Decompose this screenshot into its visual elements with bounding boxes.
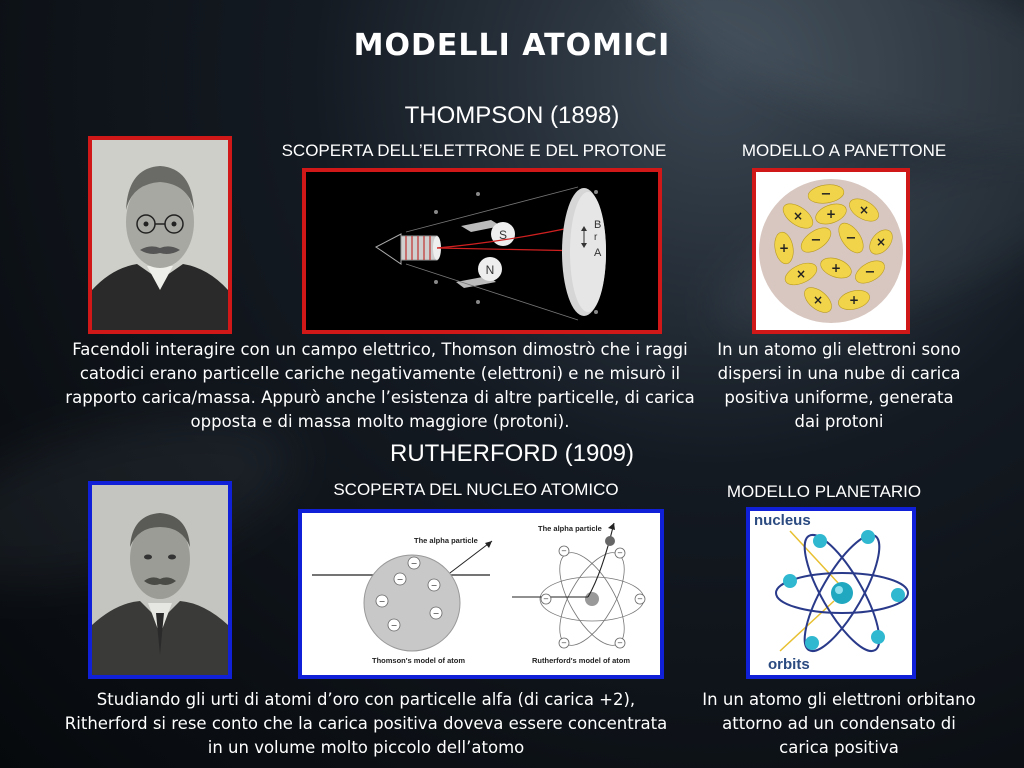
alpha-label-left: The alpha particle: [414, 536, 478, 545]
rutherford-model-caption: MODELLO PLANETARIO: [726, 482, 922, 501]
electron-symbol: −: [617, 639, 623, 647]
electron-symbol: −: [543, 595, 549, 603]
thomson-model-description: In un atomo gli elettroni sono dispersi in una nube di carica positiva uniforme, generata dai protoni: [717, 340, 961, 431]
rutherford-description: Studiando gli urti di atomi d’oro con particelle alfa (di carica +2), Ritherford si rese conto che la carica positiva doveva essere concentrata in un volume molto piccolo dell’atomo: [64, 690, 668, 757]
thomson-portrait-image: [92, 140, 228, 330]
screen-a-label: A: [594, 247, 602, 259]
thomson-portrait: [88, 136, 232, 334]
thomson-description: Facendoli interagire con un campo elettrico, Thomson dimostrò che i raggi catodici erano particelle cariche negativamente (elettroni) e ne misurò il rapporto carica/massa. Appurò anche l’esistenza di altre particelle, di carica opposta e di massa molto maggiore (protoni).: [65, 340, 695, 431]
electron-symbol: −: [637, 595, 643, 603]
magnet-s-label: S: [498, 228, 508, 242]
thomson-model-caption: MODELLO A PANETTONE: [741, 141, 947, 160]
electron-symbol: −: [390, 621, 398, 630]
electron-symbol: −: [378, 597, 386, 606]
electron-symbol: −: [432, 609, 440, 618]
nucleus-label: nucleus: [754, 512, 811, 529]
magnet-n-label: N: [485, 263, 495, 277]
alpha-label-right: The alpha particle: [538, 524, 602, 533]
thomson-atom-caption: Thomson's model of atom: [372, 656, 466, 665]
screen-b-label: B: [594, 219, 602, 231]
svg-text:−: −: [810, 233, 822, 248]
svg-text:×: ×: [792, 209, 804, 223]
slide-title: MODELLI ATOMICI: [353, 28, 671, 63]
svg-text:+: +: [825, 207, 837, 221]
electron-symbol: −: [410, 559, 418, 568]
rutherford-atom-caption: Rutherford's model of atom: [532, 656, 631, 665]
svg-text:×: ×: [858, 203, 870, 217]
gold-foil-diagram: [298, 509, 664, 679]
screen-r-label: r: [594, 232, 598, 243]
thomson-heading: THOMPSON (1898): [404, 102, 620, 129]
rutherford-discovery-caption: SCOPERTA DEL NUCLEO ATOMICO: [333, 480, 619, 499]
cathode-ray-tube-diagram: [302, 168, 662, 334]
svg-text:−: −: [845, 231, 857, 246]
rutherford-model-description: In un atomo gli elettroni orbitano attorno ad un condensato di carica positiva: [702, 690, 976, 757]
svg-text:×: ×: [795, 267, 807, 281]
svg-text:×: ×: [812, 293, 824, 307]
thomson-discovery-caption: SCOPERTA DELL’ELETTRONE E DEL PROTONE: [281, 141, 667, 160]
rutherford-portrait: [88, 481, 232, 679]
electron-symbol: −: [561, 639, 567, 647]
svg-text:×: ×: [875, 235, 887, 249]
svg-text:+: +: [848, 293, 860, 307]
svg-text:+: +: [830, 261, 842, 275]
electron-symbol: −: [561, 547, 567, 555]
svg-text:+: +: [778, 241, 790, 255]
rutherford-portrait-image: [92, 485, 228, 675]
plum-pudding-model: [752, 168, 910, 334]
electron-symbol: −: [396, 575, 404, 584]
orbits-label: orbits: [768, 656, 810, 673]
electron-symbol: −: [430, 581, 438, 590]
svg-text:−: −: [864, 265, 876, 280]
rutherford-heading: RUTHERFORD (1909): [389, 440, 635, 467]
planetary-model: [746, 507, 916, 679]
electron-symbol: −: [617, 549, 623, 557]
svg-text:−: −: [820, 187, 832, 202]
